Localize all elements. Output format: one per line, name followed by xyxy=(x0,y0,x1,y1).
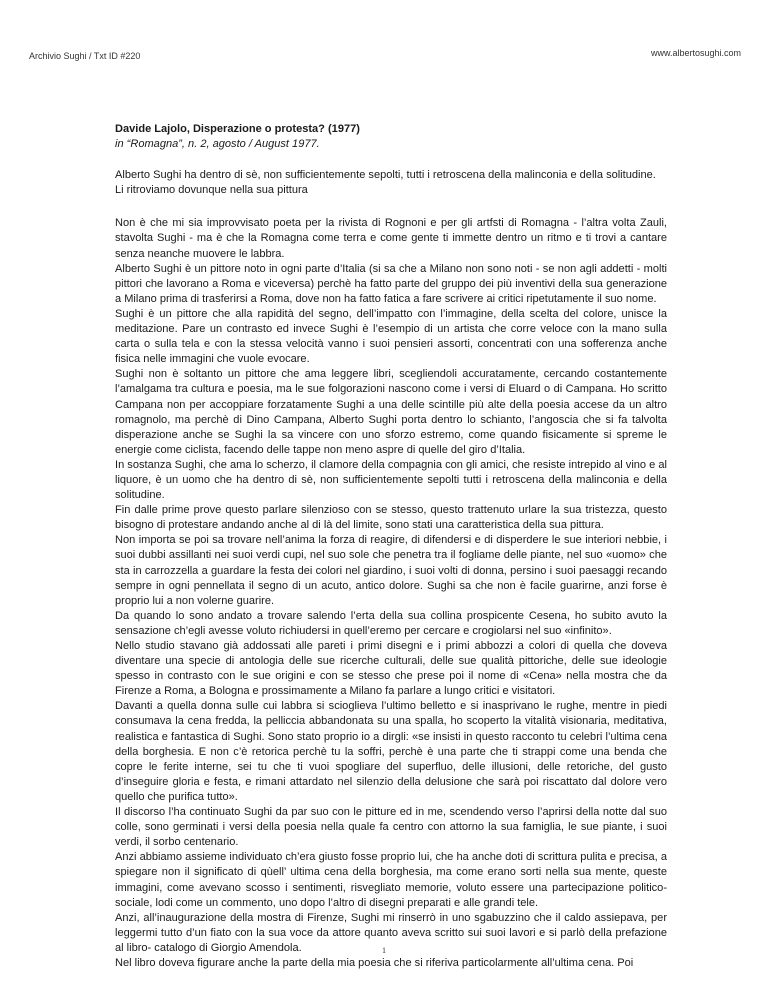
website-header: www.albertosughi.com xyxy=(650,48,741,58)
article-title: Davide Lajolo, Disperazione o protesta? (1977) xyxy=(115,123,360,135)
paragraph: Il discorso l’ha continuato Sughi da par suo con le pitture ed in me, scendendo verso l’aprirsi della notte dal suo colle, sono germinati i versi della poesia nella quale fa centro con attorno la sua famiglia, le sue piante, i suoi verdi, il sorbo centenario. xyxy=(115,806,667,849)
paragraph: Fin dalle prime prove questo parlare silenzioso con se stesso, questo trattenuto urlare la sua tristezza, questo bisogno di protestare andando anche al di là del limite, sono stati una caratteristica della sua pittura. xyxy=(115,504,667,532)
paragraph: Nel libro doveva figurare anche la parte della mia poesia che si riferiva particolarmente all’ultima cena. Poi xyxy=(115,956,634,969)
paragraph: Non è che mi sia improvvisato poeta per la rivista di Rognoni e per gli artfsti di Romagna - l’altra volta Zauli, stavolta Sughi - ma è che la Romagna come terra e come gente ti immette dentro un ritmo e ti trovi a cantare senza neanche muovere le labbra. xyxy=(115,217,667,260)
paragraph: Non importa se poi sa trovare nell’anima la forza di reagire, di difendersi e di disperdere le sue interiori nebbie, i suoi dubbi assillanti nei suoi verdi cupi, nel suo sole che penetra tra il fogliame delle piante, nel suo «uomo» che sta in carrozzella a guardare la festa dei colori nel giardino, i suoi volti di donna, persino i suoi paesaggi recando sempre in ogni pennellata il segno di un acuto, antico dolore. Sughi sa che non è facile guarirne, anzi forse è proprio lui a non volerne guarire. xyxy=(115,534,667,607)
paragraph: Alberto Sughi è un pittore noto in ogni parte d’Italia (si sa che a Milano non sono noti - se non agli addetti - molti pittori che lavorano a Roma e viceversa) perchè ha fatto parte del gruppo dei più inventivi della sua generazione a Milano prima di trasferirsi a Roma, dove non ha fatto fatica a fare scrivere ai critici ripetutamente il suo nome. xyxy=(115,262,667,305)
article-source: in “Romagna”, n. 2, agosto / August 1977. xyxy=(115,138,320,151)
paragraph: Da quando lo sono andato a trovare salendo l’erta della sua collina prospicente Cesena, ho subito avuto la sensazione ch’egli avesse voluto richiudersi in quell’eremo per cercare e crogiolarsi nel suo «infinito». xyxy=(115,609,667,637)
archive-id-header: Archivio Sughi / Txt ID #220 xyxy=(29,51,141,61)
paragraph: Nello studio stavano già addossati alle pareti i primi disegni e i primi abbozzi a colori di quella che doveva diventare una specie di antologia delle sue ricerche culturali, delle sue qualità pittoriche, delle sue ideologie spesso in contrasto con le sue origini e con se stesso che prese poi il nome di «Cena» nella mostra che da Firenze a Roma, a Bologna e prossimamente a Milano fa parlare a lungo critici e visitatori. xyxy=(115,640,667,698)
paragraph: Anzi, all’inaugurazione della mostra di Firenze, Sughi mi rinserrò in uno sgabuzzino che il caldo assiepava, per leggermi tutto d’un fiato con la sua voce da attore quanto aveva scritto sui suoi lavori e si parlò della prefazione al libro- catalogo di Giorgio Amendola. xyxy=(115,911,667,954)
paragraph: In sostanza Sughi, che ama lo scherzo, il clamore della compagnia con gli amici, che resiste intrepido al vino e al liquore, è un uomo che ha dentro di sè, non sufficientemente sepolti tutti i retroscena della malinconia e della solitudine. xyxy=(115,458,667,502)
page-number: 1 xyxy=(382,946,386,955)
article-lead: Alberto Sughi ha dentro di sè, non sufficientemente sepolti, tutti i retroscena della malinconia e della solitudine. Li ritroviamo dovunque nella sua pittura xyxy=(115,169,656,197)
paragraph: Anzi abbiamo assieme individuato ch’era giusto fosse proprio lui, che ha anche doti di scrittura pulita e precisa, a spiegare non il significato di qùell’ ultima cena della borghesia, ma come erano sorti nella sua mente, queste immagini, come avevano scosso i sentimenti, risvegliato memorie, voluto essere una partecipazione politico-sociale, lodi come un commento, uno dopo l’altro di disegni preparati e alle grandi tele. xyxy=(115,851,667,909)
article xyxy=(115,122,667,971)
paragraph: Davanti a quella donna sulle cui labbra si scioglieva l’ultimo belletto e si inasprivano le rughe, mentre in piedi consumava la cena fredda, la pelliccia abbandonata su una spalla, ho scoperto la vitalità visionaria, meditativa, realistica e fantastica di Sughi. Sono stato proprio io a dirgli: «se insisti in questo racconto tu celebri l’ultima cena della borghesia. E non c’è retorica perchè tu la soffri, perchè è una parte che ti strappi come una benda che copre le ferite interne, sei tu che ti vuoi spogliare del superfluo, delle illusioni, delle retoriche, del gusto d’inseguire gloria e festa, e rimani attardato nel silenzio della delusione che sarà poi riscattato dal dolore vero quello che purifica tutto». xyxy=(115,700,667,803)
paragraph: Sughi non è soltanto un pittore che ama leggere libri, scegliendoli accuratamente, cercando costantemente l’amalgama tra cultura e poesia, ma le sue folgorazioni nascono come i versi di Eluard o di Campana. Ho scritto Campana non per accoppiare forzatamente Sughi a una delle scintille più alte della poesia accese da un altro romagnolo, ma perchè di Dino Campana, Alberto Sughi porta dentro lo schianto, l’angoscia che si fa talvolta disperazione anche se Sughi la sa vincere con uno sforzo estremo, come quando fisicamente si spreme le energie come ciclista, facendo delle tappe non meno aspre di quelle del giro d’Italia. xyxy=(115,368,667,456)
article-body xyxy=(115,216,667,971)
paragraph: Sughi è un pittore che alla rapidità del segno, dell’impatto con l’immagine, della scelta del colore, unisce la meditazione. Pare un contrasto ed invece Sughi è l’esempio di un artista che corre veloce con la mano sulla carta o sulla tela e con la stessa velocità vanno i suoi pensieri assorti, concentrati con una sofferenza anche fisica nelle immagini che vuole evocare. xyxy=(115,307,667,366)
